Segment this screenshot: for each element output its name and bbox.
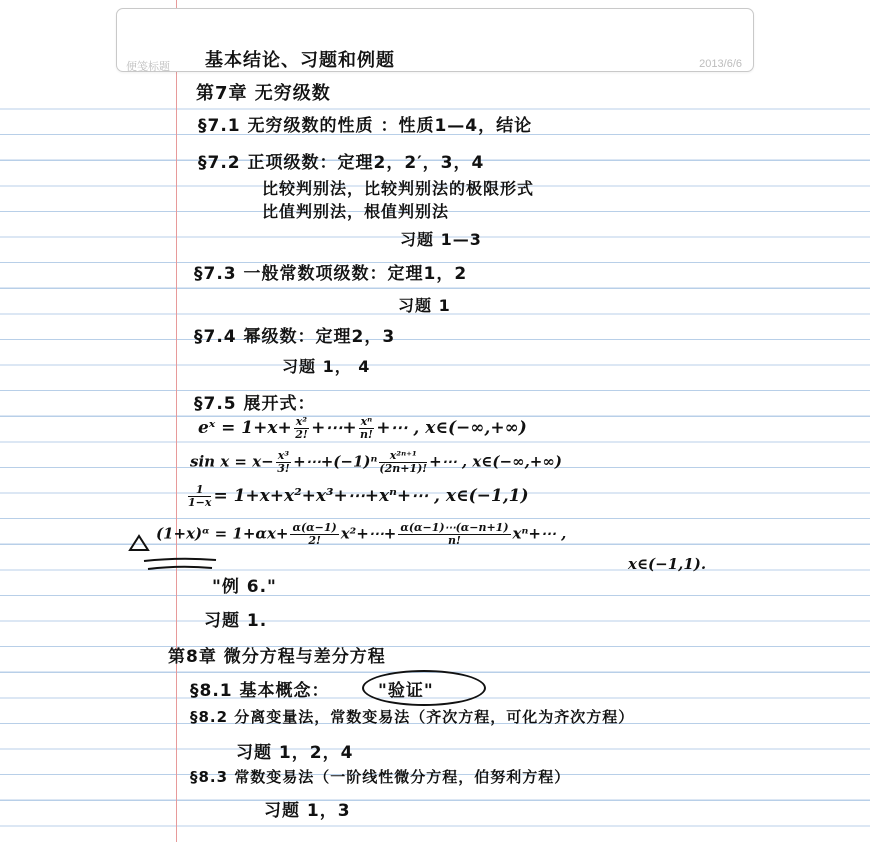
exercise-7-3: 习题 1 bbox=[398, 296, 451, 315]
example-ref: "例 6." bbox=[212, 577, 277, 597]
section-7-3: §7.3 一般常数项级数：定理1，2 bbox=[194, 264, 468, 284]
margin-line bbox=[176, 0, 177, 842]
formula-sin: sin x = x− $\frac{\text{x³}}{3!}$ +⋯+(−1)ⁿ $\frac{\text{x²ⁿ⁺¹}}{(2n+1)!}$ +⋯ , x∈(−∞,+∞) bbox=[190, 449, 562, 475]
section-8-1: §8.1 基本概念： bbox=[190, 681, 330, 701]
section-7-5: §7.5 展开式： bbox=[194, 394, 316, 414]
emphasis-underline bbox=[140, 557, 220, 573]
exercise-8-2: 习题 1，2，4 bbox=[236, 743, 354, 763]
exercise-7-2: 习题 1—3 bbox=[400, 230, 482, 249]
section-8-3: §8.3 常数变易法（一阶线性微分方程，伯努利方程） bbox=[190, 768, 571, 786]
exercise-7-5: 习题 1. bbox=[204, 611, 268, 631]
section-7-2-detail-2: 比值判别法，根值判别法 bbox=[262, 202, 450, 221]
section-7-4: §7.4 幂级数：定理2，3 bbox=[194, 327, 396, 347]
formula-geometric: $\frac{1}{1-x}$ = 1+x+x²+x³+⋯+xⁿ+⋯ , x∈(−1,1) bbox=[188, 483, 529, 509]
note-date: 2013/6/6 bbox=[699, 58, 742, 70]
note-heading: 基本结论、习题和例题 bbox=[205, 50, 395, 71]
note-title-placeholder[interactable]: 便笺标题 bbox=[126, 60, 170, 73]
chapter-8-title: 第8章 微分方程与差分方程 bbox=[168, 647, 386, 667]
section-8-1-circled-text: "验证" bbox=[378, 681, 434, 701]
exercise-8-3: 习题 1，3 bbox=[264, 801, 351, 821]
triangle-icon bbox=[128, 534, 150, 552]
formula-exp: eˣ = 1+x+ $\frac{\text{x²}}{2!}$ +⋯+ $\frac{\text{xⁿ}}{n!}$ +⋯ , x∈(−∞,+∞) bbox=[198, 415, 527, 441]
chapter-7-title: 第7章 无穷级数 bbox=[196, 83, 331, 104]
section-8-2: §8.2 分离变量法，常数变易法（齐次方程，可化为齐次方程） bbox=[190, 708, 635, 726]
exercise-7-4: 习题 1， 4 bbox=[282, 357, 371, 376]
formula-binomial-range: x∈(−1,1). bbox=[628, 555, 707, 573]
section-7-2-detail-1: 比较判别法，比较判别法的极限形式 bbox=[262, 179, 535, 198]
section-7-1: §7.1 无穷级数的性质 ：性质1—4，结论 bbox=[198, 116, 533, 136]
section-7-2: §7.2 正项级数：定理2，2′，3，4 bbox=[198, 153, 485, 173]
formula-binomial: (1+x)ᵅ = 1+αx+ $\frac{\alpha(\alpha-1)}{2!}$ x²+⋯+ $\frac{\alpha(\alpha-1)\cdots(\alpha-n+1)}{n!}$ xⁿ+⋯ , bbox=[156, 521, 567, 547]
